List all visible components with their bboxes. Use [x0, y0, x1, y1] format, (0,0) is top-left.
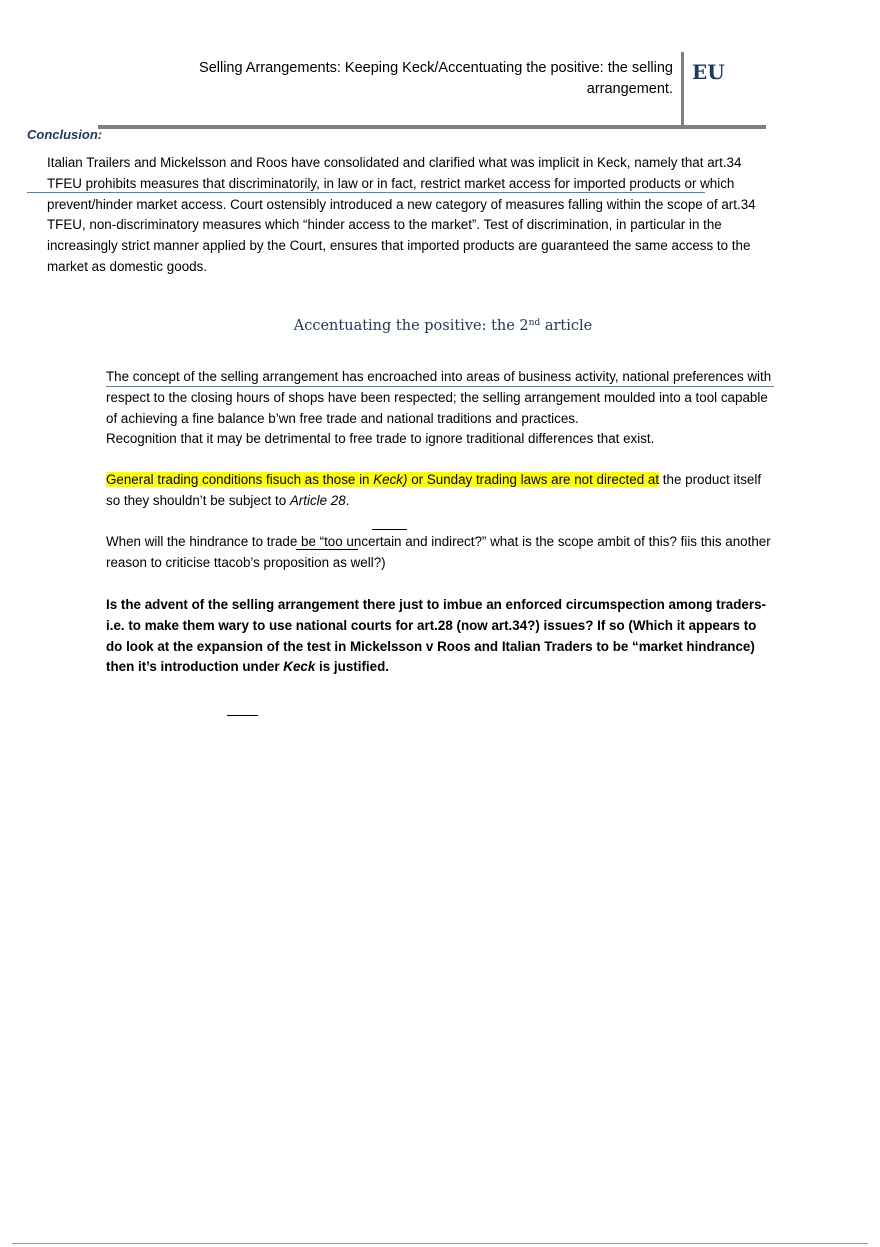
bold-question-paragraph [106, 595, 776, 678]
bold-question-end: is justified. [315, 659, 389, 675]
section-heading-sup: nd [528, 318, 541, 328]
section-rule [106, 386, 774, 387]
highlight-text-a: General trading conditions fisuch as those in [106, 472, 374, 487]
highlight-text-b: or Sunday trading laws are not directed at [407, 472, 660, 487]
bold-question-main: Is the advent of the selling arrangement there just to imbue an enforced circumspection among traders- i.e. to make them wary to use national courts for art.28 (now art.34?) issues? If so (Which it appears to do look at the expansion of the test in Mickelsson v Roos and Italian Traders to be “market hindrance) then it’s introduction under [106, 597, 766, 675]
header-title: Selling Arrangements: Keeping Keck/Accentuating the positive: the selling arrangement. [199, 60, 673, 97]
header-divider-vertical [681, 52, 684, 128]
trading-conditions-paragraph [106, 470, 776, 512]
selling-arrangement-paragraph [106, 367, 776, 450]
keck-italic: Keck [283, 659, 316, 675]
hindrance-question-paragraph: When will the hindrance to trade be “too uncertain and indirect?” what is the scope ambit of this? fiis this another reason to criticise ttacob’s proposition as well?) [106, 534, 771, 570]
section-heading-text: Accentuating the positive: the 2 [293, 318, 529, 334]
highlight-italic: Keck) [373, 472, 408, 487]
paragraph-period: . [345, 492, 350, 508]
footer-rule [12, 1243, 868, 1244]
stray-underline [372, 529, 407, 530]
paragraph-line-1: The concept of the selling arrangement has encroached into areas of business activity, national preferences with respect to the closing hours of shops have been respected; the selling arrangement moulded into a tool capable of achieving a fine balance b’wn free trade and national traditions and practices. [106, 369, 772, 426]
paragraph-line-2: Recognition that it may be detrimental to free trade to ignore traditional differences that exist. [106, 431, 655, 447]
header-badge: EU [692, 60, 725, 84]
section-heading-suffix: article [540, 318, 593, 334]
stray-underline [227, 715, 258, 716]
section-heading [0, 318, 880, 334]
conclusion-rule [27, 192, 705, 193]
paragraph-rest: the product itself so they shouldn’t be subject to [106, 472, 762, 508]
conclusion-paragraph: Italian Trailers and Mickelsson and Roos have consolidated and clarified what was implicit in Keck, namely that art.34 TFEU prohibits measures that discriminatorily, in law or in fact, restrict market access for imported products or which prevent/hinder market access. Court ostensibly introduced a new category of measures falling within the scope of art.34 TFEU, non-discriminatory measures which “hinder access to the market”. Test of discrimination, in particular in the increasingly strict manner applied by the Court, ensures that imported products are guaranteed the same access to the market as domestic goods. [47, 155, 756, 274]
conclusion-label: Conclusion: [27, 127, 103, 142]
article-reference: Article 28 [289, 492, 346, 508]
header-divider-horizontal [98, 125, 766, 129]
